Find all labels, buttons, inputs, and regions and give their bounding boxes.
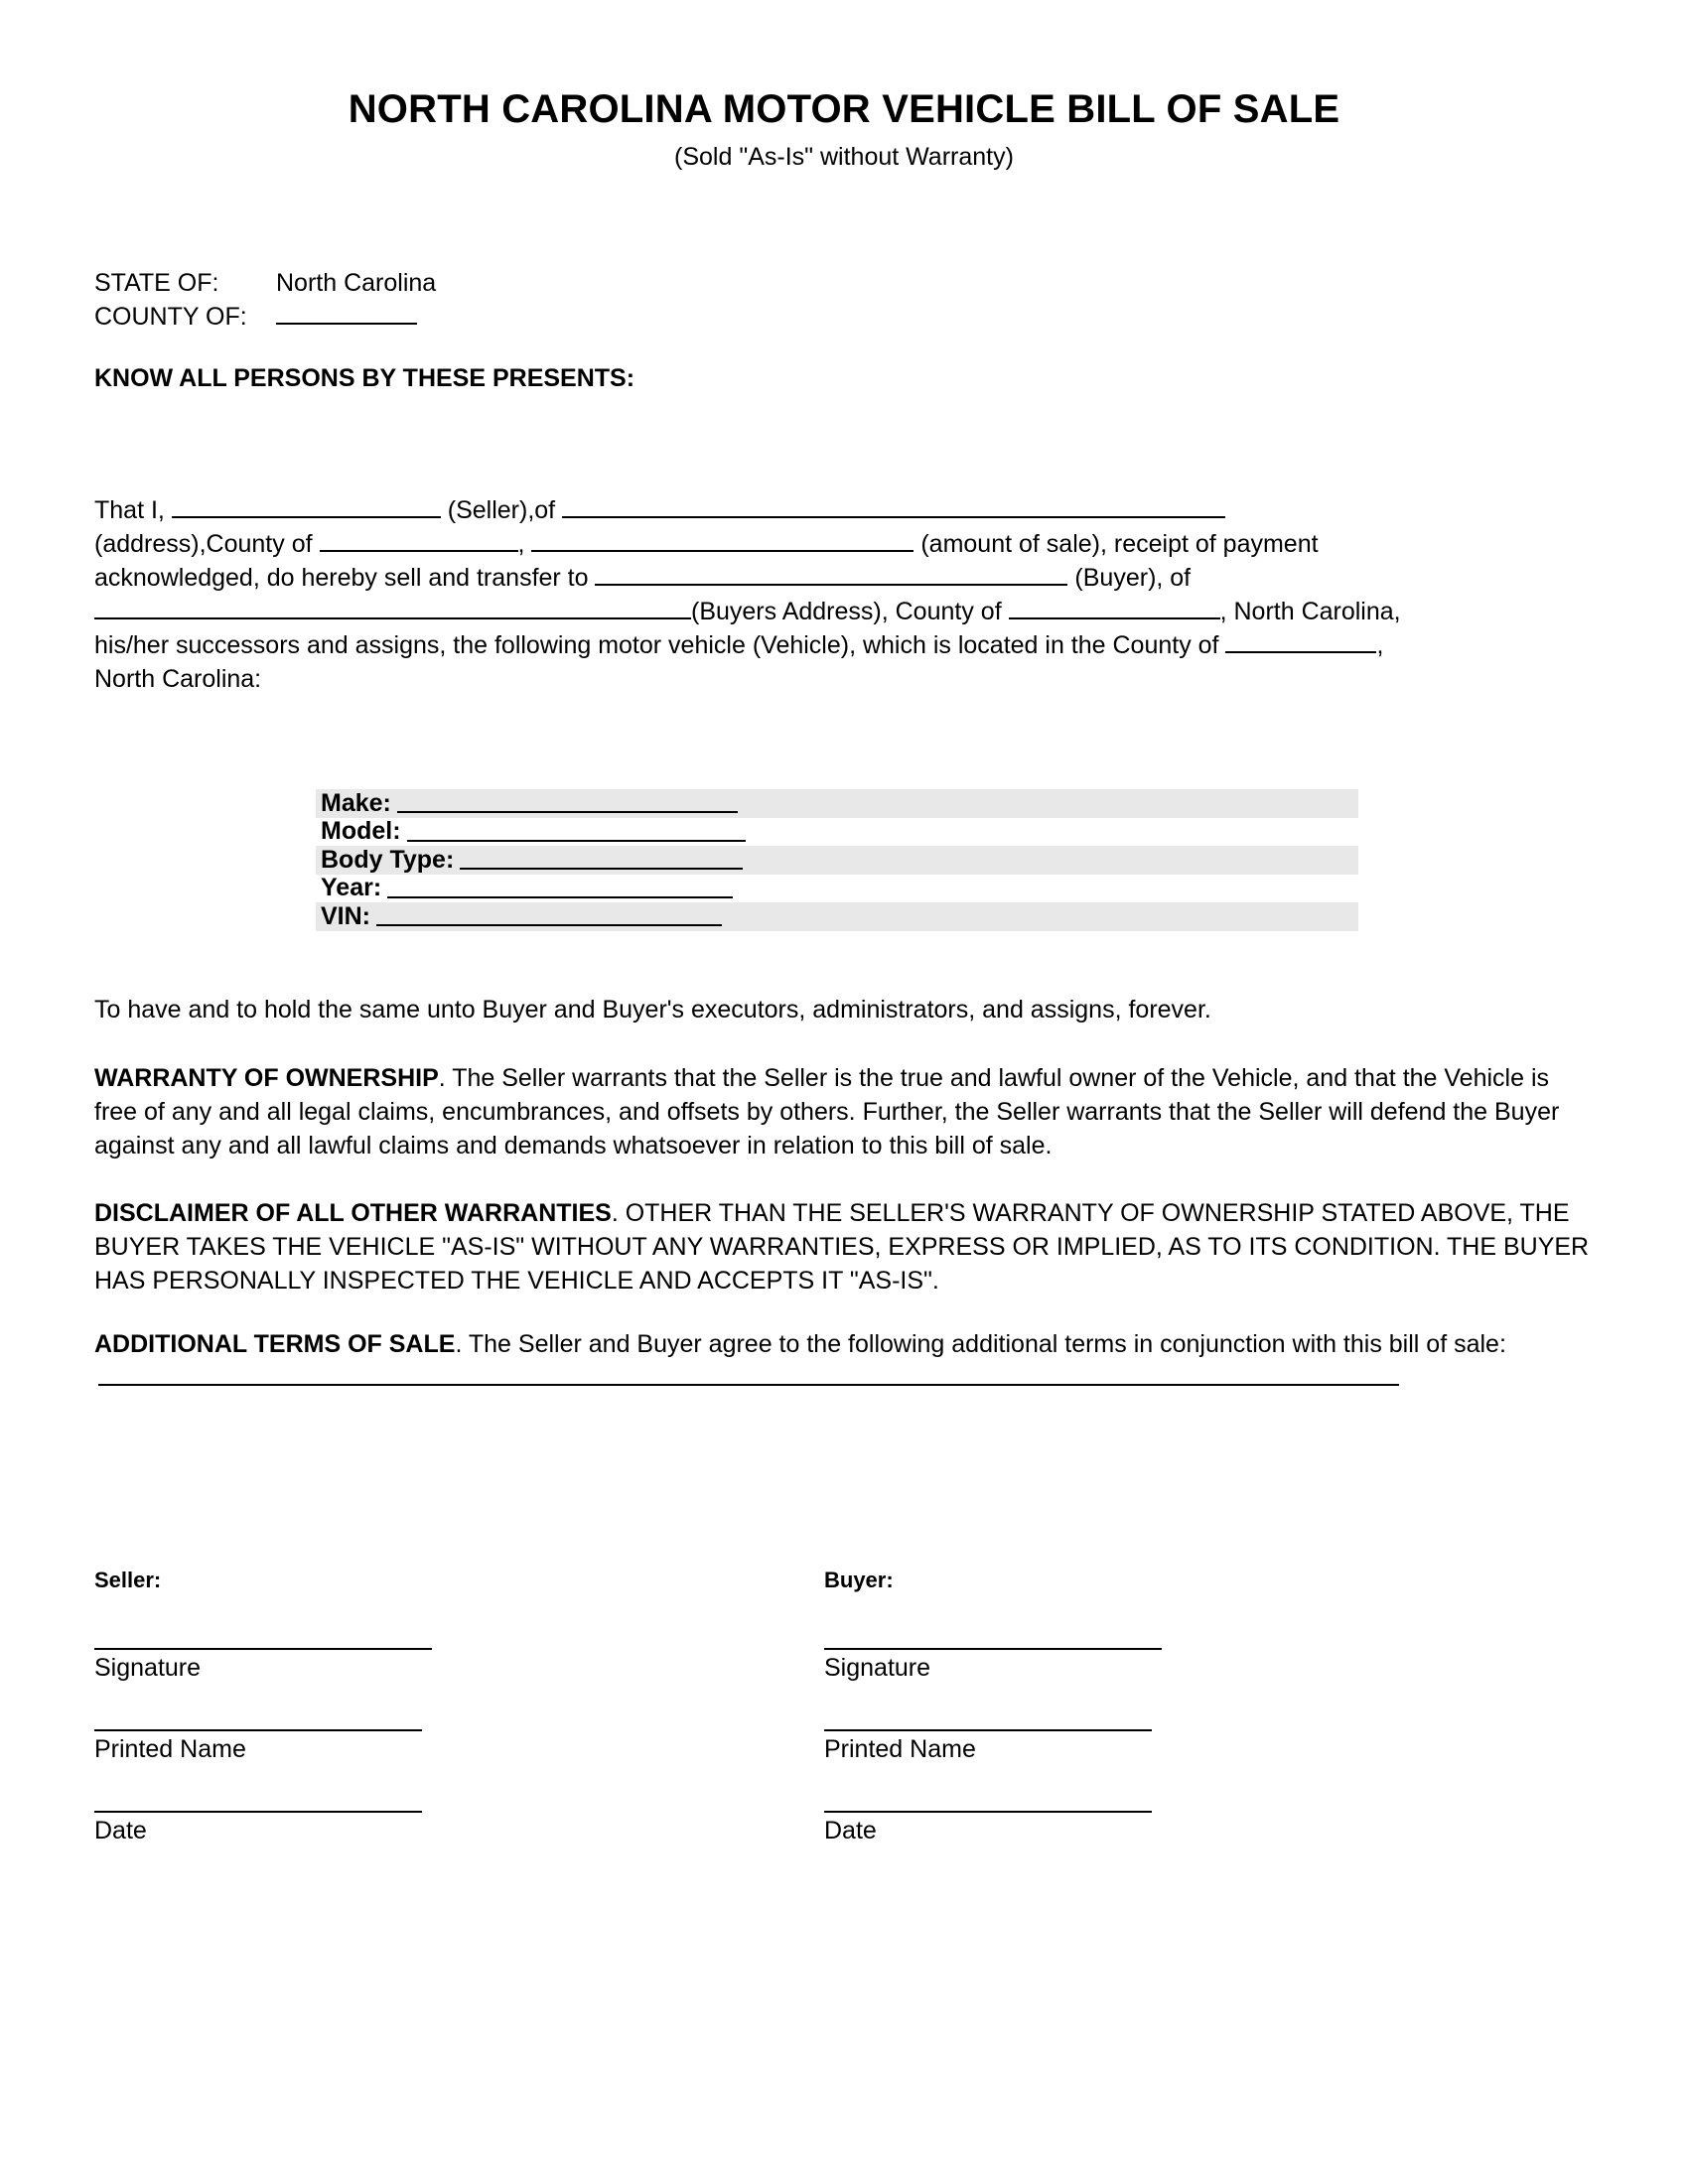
seller-name-blank[interactable] (172, 497, 441, 518)
warranty-heading: WARRANTY OF OWNERSHIP (94, 1064, 439, 1092)
buyer-date-slot (824, 1811, 1152, 1845)
seller-heading: Seller: (94, 1568, 162, 1592)
county-input-blank[interactable] (276, 303, 417, 325)
table-row (316, 846, 1358, 875)
county-label: COUNTY OF: (94, 303, 247, 331)
table-row (316, 789, 1358, 818)
buyer-signature-block (824, 1567, 1519, 1844)
buyer-signature-slot (824, 1648, 1162, 1683)
seller-printed-name-caption: Printed Name (94, 1735, 246, 1763)
recital-paragraph (94, 493, 1594, 696)
buyer-address-blank[interactable] (94, 599, 691, 619)
recital-text-6: acknowledged, do hereby sell and transfer to (94, 564, 596, 592)
warranty-of-ownership-clause (94, 1061, 1594, 1162)
buyer-printed-name-slot (824, 1729, 1152, 1764)
recital-text-1: That I, (94, 496, 172, 524)
recital-text-2: (Seller),of (440, 496, 563, 524)
buyer-signature-caption: Signature (824, 1654, 931, 1682)
recital-text-9: , North Carolina, (1219, 598, 1401, 625)
seller-signature-caption: Signature (94, 1654, 202, 1682)
additional-terms-clause (94, 1327, 1594, 1395)
buyer-heading: Buyer: (824, 1568, 894, 1592)
recital-text-7: (Buyer), of (1067, 564, 1192, 592)
seller-printed-name-slot (94, 1729, 422, 1764)
disclaimer-body: . OTHER THAN THE SELLER'S WARRANTY OF OWNERSHIP STATED ABOVE, THE BUYER TAKES THE VEHICLE "AS-IS" WITHOUT ANY WARRANTIES, EXPRESS OR IMPLIED, AS TO ITS CONDITION. THE BUYER HAS PERSONALLY INSPECTED THE VEHICLE AND ACCEPTS IT "AS-IS". (94, 1199, 1590, 1295)
buyer-name-blank[interactable] (595, 565, 1067, 586)
vehicle-model-input[interactable] (407, 822, 746, 842)
jurisdiction-block (94, 266, 988, 334)
vehicle-make-input[interactable] (397, 793, 738, 813)
vehicle-vin-input[interactable] (376, 906, 722, 926)
vehicle-model-label: Model: (321, 817, 401, 846)
county-row (94, 300, 988, 334)
table-row (316, 818, 1358, 847)
warranty-body: . The Seller warrants that the Seller is the true and lawful owner of the Vehicle, and that the Vehicle is free of any and all legal claims, encumbrances, and offsets by others. Further, the Seller warrants that the Seller will defend the Buyer against any and all lawful claims and demands whatsoever in relation to this bill of sale. (94, 1064, 1560, 1160)
recital-text-11: , (1376, 631, 1384, 659)
vehicle-make-label: Make: (321, 788, 391, 817)
state-label: STATE OF: (94, 269, 219, 297)
recital-text-5: (amount of sale), receipt of payment (914, 530, 1319, 558)
seller-date-caption: Date (94, 1817, 147, 1844)
page-subtitle: (Sold "As-Is" without Warranty) (674, 143, 1014, 171)
vehicle-year-label: Year: (321, 874, 382, 902)
additional-terms-body: . The Seller and Buyer agree to the following additional terms in conjunction with this bill of sale: (455, 1330, 1506, 1358)
buyer-county-blank[interactable] (1009, 599, 1220, 619)
additional-terms-heading: ADDITIONAL TERMS OF SALE (94, 1330, 456, 1358)
seller-signature-slot (94, 1648, 432, 1683)
buyer-printed-name-caption: Printed Name (824, 1735, 976, 1763)
recital-text-8: (Buyers Address), County of (691, 598, 1009, 625)
vehicle-year-input[interactable] (387, 879, 733, 898)
seller-county-blank[interactable] (320, 531, 518, 552)
page-title: NORTH CAROLINA MOTOR VEHICLE BILL OF SALE (348, 87, 1340, 131)
vehicle-body-type-input[interactable] (460, 850, 743, 870)
vehicle-body-type-label: Body Type: (321, 845, 455, 874)
disclaimer-heading: DISCLAIMER OF ALL OTHER WARRANTIES (94, 1199, 612, 1227)
table-row (316, 902, 1358, 931)
vehicle-details-table (316, 789, 1358, 931)
buyer-date-caption: Date (824, 1817, 877, 1844)
document-header (0, 87, 1688, 172)
seller-signature-block (94, 1567, 789, 1844)
state-row (94, 266, 988, 300)
recital-text-3: (address),County of (94, 530, 320, 558)
seller-date-slot (94, 1811, 422, 1845)
state-value[interactable]: North Carolina (276, 269, 437, 297)
disclaimer-clause (94, 1196, 1594, 1297)
to-have-clause: To have and to hold the same unto Buyer and Buyer's executors, administrators, and assigns, forever. (94, 996, 1211, 1024)
vehicle-vin-label: VIN: (321, 901, 370, 930)
vehicle-county-blank[interactable] (1225, 632, 1376, 653)
amount-of-sale-blank[interactable] (531, 531, 914, 552)
preamble-heading: KNOW ALL PERSONS BY THESE PRESENTS: (94, 364, 635, 392)
recital-text-12: North Carolina: (94, 665, 262, 693)
table-row (316, 875, 1358, 903)
recital-text-4: , (517, 530, 532, 558)
additional-terms-input-blank[interactable] (98, 1365, 1399, 1386)
seller-address-blank[interactable] (562, 497, 1225, 518)
recital-text-10: his/her successors and assigns, the following motor vehicle (Vehicle), which is located in the County of (94, 631, 1226, 659)
